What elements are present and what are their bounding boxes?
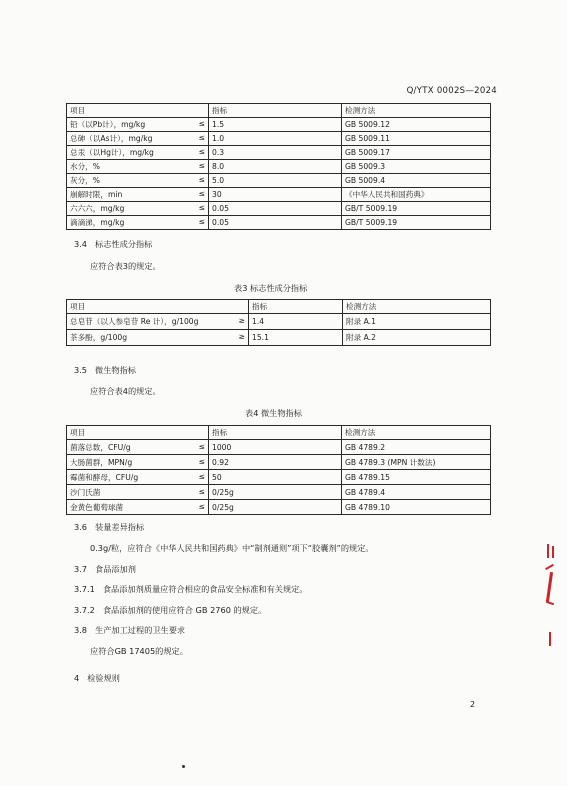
header-limit: 指标 [209,426,342,440]
cell-item: 金黄色葡萄球菌 ≤ [67,500,209,515]
cell-method: GB 4789.15 [342,470,491,485]
table-header-row [67,104,491,118]
symbol: ≤ [198,217,205,226]
cell-item: 菌落总数，CFU/g ≤ [67,440,209,455]
header-item: 项目 [67,300,249,314]
cell-method: GB 5009.4 [342,174,491,188]
table-microbial [66,425,491,515]
cell-item: 大肠菌群，MPN/g ≤ [67,455,209,470]
table-row [67,440,491,455]
cell-method: 附录 A.2 [343,330,491,346]
cell-item: 总砷（以As计），mg/kg ≤ [67,132,209,146]
section-heading-3-7: 3.7 食品添加剂 [74,564,136,574]
cell-method: GB 5009.11 [342,132,491,146]
cell-item: 沙门氏菌 ≤ [67,485,209,500]
cell-limit: 0.3 [209,146,342,160]
cell-item: 总汞（以Hg计），mg/kg ≤ [67,146,209,160]
table-physicochemical [66,103,491,230]
header-item: 项目 [67,104,209,118]
table-row [67,470,491,485]
table-row [67,188,491,202]
header-limit: 指标 [209,104,342,118]
table-row [67,455,491,470]
header-limit: 指标 [249,300,343,314]
cell-limit: 0/25g [209,485,342,500]
stray-mark [182,765,185,768]
cell-method: GB 4789.10 [342,500,491,515]
table-marker-components [66,299,491,346]
cell-item: 铅（以Pb计），mg/kg ≤ [67,118,209,132]
section-heading-4: 4 检验规则 [74,673,120,683]
symbol: ≤ [198,175,205,184]
symbol: ≤ [198,189,205,198]
symbol: ≤ [198,161,205,170]
cell-limit: 50 [209,470,342,485]
cell-method: GB/T 5009.19 [342,202,491,216]
cell-limit: 1.5 [209,118,342,132]
cell-method: GB 5009.17 [342,146,491,160]
symbol: ≤ [198,486,205,496]
symbol: ≤ [198,133,205,142]
cell-item: 水分，% ≤ [67,160,209,174]
table-row [67,160,491,174]
table-row [67,485,491,500]
section-text-3-8: 应符合GB 17405的规定。 [90,646,188,656]
table-row [67,174,491,188]
symbol: ≤ [198,456,205,466]
cell-method: 《中华人民共和国药典》 [342,188,491,202]
table-row [67,146,491,160]
table-row [67,216,491,230]
table-row [67,132,491,146]
cell-limit: 15.1 [249,330,343,346]
header-item: 项目 [67,426,209,440]
table-header-row [67,300,491,314]
table3-caption: 表3 标志性成分指标 [234,283,308,293]
cell-item: 滴滴涕，mg/kg ≤ [67,216,209,230]
section-heading-3-5: 3.5 微生物指标 [74,365,136,375]
symbol: ≥ [238,316,245,325]
table-row [67,500,491,515]
table-row [67,314,491,330]
symbol: ≤ [198,441,205,451]
cell-method: GB 5009.3 [342,160,491,174]
header-method: 检测方法 [342,104,491,118]
table-row [67,118,491,132]
cell-limit: 8.0 [209,160,342,174]
table4-caption: 表4 微生物指标 [245,408,302,418]
cell-method: GB 4789.2 [342,440,491,455]
cell-method: GB 5009.12 [342,118,491,132]
cell-limit: 1000 [209,440,342,455]
cell-limit: 0.05 [209,202,342,216]
table-header-row [67,426,491,440]
table-row [67,202,491,216]
page-number: 2 [470,700,476,709]
cell-item: 灰分，% ≤ [67,174,209,188]
table-row [67,330,491,346]
cell-method: GB 4789.4 [342,485,491,500]
section-heading-3-4: 3.4 标志性成分指标 [74,239,153,249]
section-text-3-4: 应符合表3的规定。 [90,261,161,271]
cell-limit: 1.0 [209,132,342,146]
cell-limit: 30 [209,188,342,202]
cell-item: 六六六，mg/kg ≤ [67,202,209,216]
cell-limit: 0.05 [209,216,342,230]
cell-limit: 5.0 [209,174,342,188]
symbol: ≤ [198,119,205,128]
cell-limit: 0.92 [209,455,342,470]
document-code: Q/YTX 0002S—2024 [406,86,497,96]
cell-method: 附录 A.1 [343,314,491,330]
header-method: 检测方法 [342,426,491,440]
section-heading-3-8: 3.8 生产加工过程的卫生要求 [74,625,186,635]
cell-item: 霉菌和酵母，CFU/g ≤ [67,470,209,485]
symbol: ≥ [238,332,245,341]
section-text-3-6: 0.3g/粒，应符合《中华人民共和国药典》中“制剂通则”项下“胶囊剂”的规定。 [90,543,374,553]
seal-mark [543,540,557,650]
section-3-7-1: 3.7.1 食品添加剂质量应符合相应的食品安全标准和有关规定。 [74,584,308,594]
cell-item: 总皂苷（以人参皂苷 Re 计），g/100g ≥ [67,314,249,330]
symbol: ≤ [198,471,205,481]
section-3-7-2: 3.7.2 食品添加剂的使用应符合 GB 2760 的规定。 [74,605,267,615]
section-text-3-5: 应符合表4的规定。 [90,386,161,396]
cell-limit: 1.4 [249,314,343,330]
symbol: ≤ [198,501,205,511]
cell-method: GB/T 5009.19 [342,216,491,230]
symbol: ≤ [198,147,205,156]
header-method: 检测方法 [343,300,491,314]
cell-method: GB 4789.3 (MPN 计数法) [342,455,491,470]
cell-item: 崩解时限，min ≤ [67,188,209,202]
cell-limit: 0/25g [209,500,342,515]
cell-item: 茶多酚，g/100g ≥ [67,330,249,346]
section-heading-3-6: 3.6 装量差异指标 [74,522,145,532]
symbol: ≤ [198,203,205,212]
